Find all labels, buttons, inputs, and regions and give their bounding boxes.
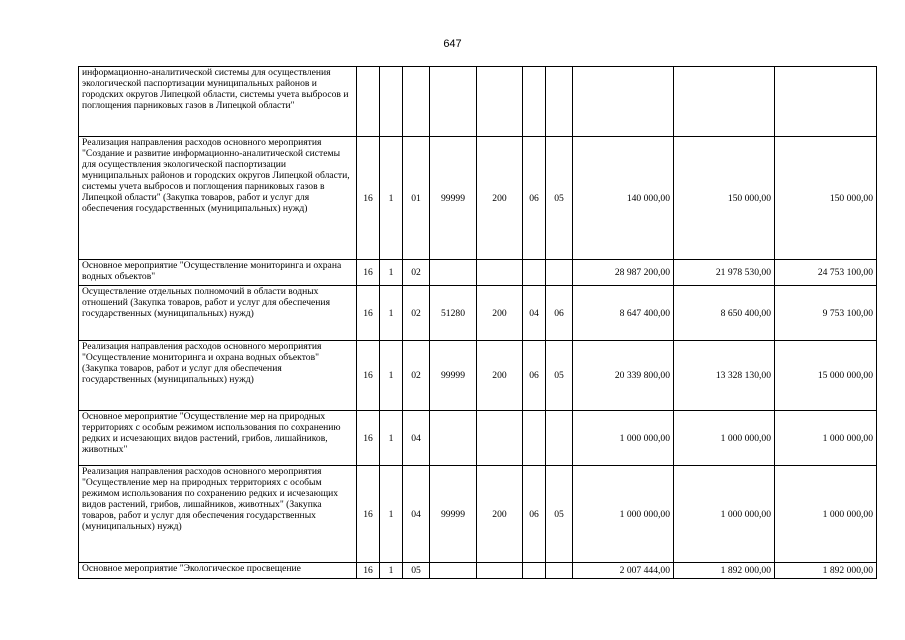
code-vr: 200: [477, 341, 523, 411]
code-pr: [546, 411, 573, 466]
budget-table: [78, 66, 877, 579]
code-rz: 04: [523, 286, 546, 341]
amount-year-1: 1 000 000,00: [573, 411, 674, 466]
code-om: 04: [403, 466, 430, 563]
code-direction: [430, 411, 477, 466]
code-pr: [546, 260, 573, 286]
row-description: информационно-аналитической системы для осуществления экологической паспортизации муниципальных районов и городских округов Липецкой области, системы учета выбросов и поглощения парниковых газов в Липецкой области": [79, 67, 357, 137]
code-vr: [477, 260, 523, 286]
code-gp: 16: [357, 563, 380, 579]
amount-year-2: 13 328 130,00: [674, 341, 775, 411]
code-pp: 1: [380, 286, 403, 341]
amount-year-1: 20 339 800,00: [573, 341, 674, 411]
code-direction: 51280: [430, 286, 477, 341]
amount-year-2: 1 892 000,00: [674, 563, 775, 579]
code-vr: [477, 411, 523, 466]
code-rz: 06: [523, 341, 546, 411]
table-row: [79, 286, 877, 341]
row-description: Реализация направления расходов основного мероприятия "Осуществление мониторинга и охрана водных объектов" (Закупка товаров, работ и услуг для обеспечения государственных (муниципальных) нужд): [79, 341, 357, 411]
amount-year-3: 15 000 000,00: [775, 341, 877, 411]
code-vr: 200: [477, 286, 523, 341]
code-vr: 200: [477, 137, 523, 260]
amount-year-2: [674, 67, 775, 137]
amount-year-2: 1 000 000,00: [674, 411, 775, 466]
code-om: [403, 67, 430, 137]
amount-year-1: [573, 67, 674, 137]
amount-year-3: 150 000,00: [775, 137, 877, 260]
row-description: Осуществление отдельных полномочий в области водных отношений (Закупка товаров, работ и услуг для обеспечения государственных (муниципальных) нужд): [79, 286, 357, 341]
table-row: [79, 341, 877, 411]
table-row: [79, 411, 877, 466]
table-row: [79, 563, 877, 579]
code-gp: 16: [357, 286, 380, 341]
code-rz: [523, 67, 546, 137]
amount-year-2: 21 978 530,00: [674, 260, 775, 286]
amount-year-3: 1 892 000,00: [775, 563, 877, 579]
code-gp: 16: [357, 260, 380, 286]
row-description: Реализация направления расходов основного мероприятия "Осуществление мер на природных территориях с особым режимом использования по сохранению редких и исчезающих видов растений, грибов, лишайников, животных" (Закупка товаров, работ и услуг для обеспечения государственных (муниципальных) нужд): [79, 466, 357, 563]
code-pr: 05: [546, 466, 573, 563]
table-body: [79, 67, 877, 579]
code-direction: 99999: [430, 137, 477, 260]
amount-year-1: 1 000 000,00: [573, 466, 674, 563]
table-row: [79, 466, 877, 563]
code-direction: [430, 563, 477, 579]
code-rz: [523, 563, 546, 579]
amount-year-1: 8 647 400,00: [573, 286, 674, 341]
row-description: Основное мероприятие "Осуществление мониторинга и охрана водных объектов": [79, 260, 357, 286]
code-gp: 16: [357, 466, 380, 563]
code-rz: [523, 411, 546, 466]
code-pp: 1: [380, 411, 403, 466]
code-om: 02: [403, 260, 430, 286]
amount-year-1: 28 987 200,00: [573, 260, 674, 286]
page-number: 647: [443, 38, 462, 50]
code-rz: 06: [523, 466, 546, 563]
amount-year-3: 9 753 100,00: [775, 286, 877, 341]
code-rz: [523, 260, 546, 286]
code-gp: [357, 67, 380, 137]
code-pp: 1: [380, 563, 403, 579]
row-description: Основное мероприятие "Осуществление мер на природных территориях с особым режимом использования по сохранению редких и исчезающих видов растений, грибов, лишайников, животных": [79, 411, 357, 466]
code-om: 02: [403, 341, 430, 411]
amount-year-3: 1 000 000,00: [775, 411, 877, 466]
code-pp: [380, 67, 403, 137]
amount-year-2: 150 000,00: [674, 137, 775, 260]
code-pr: 05: [546, 341, 573, 411]
amount-year-1: 2 007 444,00: [573, 563, 674, 579]
code-vr: [477, 67, 523, 137]
code-pp: 1: [380, 137, 403, 260]
code-pr: [546, 67, 573, 137]
amount-year-2: 1 000 000,00: [674, 466, 775, 563]
code-om: 04: [403, 411, 430, 466]
code-rz: 06: [523, 137, 546, 260]
code-vr: 200: [477, 466, 523, 563]
code-om: 05: [403, 563, 430, 579]
code-om: 01: [403, 137, 430, 260]
code-pp: 1: [380, 341, 403, 411]
code-gp: 16: [357, 411, 380, 466]
table-row: [79, 260, 877, 286]
code-pr: 06: [546, 286, 573, 341]
amount-year-3: 24 753 100,00: [775, 260, 877, 286]
row-description: Реализация направления расходов основного мероприятия "Создание и развитие информационно-аналитической системы для осуществления экологической паспортизации муниципальных районов и городских округов Липецкой области, системы учета выбросов и поглощения парниковых газов в Липецкой области" (Закупка товаров, работ и услуг для обеспечения государственных (муниципальных) нужд): [79, 137, 357, 260]
amount-year-1: 140 000,00: [573, 137, 674, 260]
code-direction: 99999: [430, 466, 477, 563]
amount-year-3: [775, 67, 877, 137]
amount-year-3: 1 000 000,00: [775, 466, 877, 563]
code-om: 02: [403, 286, 430, 341]
code-pr: [546, 563, 573, 579]
code-gp: 16: [357, 137, 380, 260]
code-direction: 99999: [430, 341, 477, 411]
code-pp: 1: [380, 466, 403, 563]
table-row: [79, 137, 877, 260]
code-vr: [477, 563, 523, 579]
code-direction: [430, 67, 477, 137]
row-description: Основное мероприятие "Экологическое просвещение: [79, 563, 357, 579]
code-pr: 05: [546, 137, 573, 260]
code-gp: 16: [357, 341, 380, 411]
table-row: [79, 67, 877, 137]
code-pp: 1: [380, 260, 403, 286]
code-direction: [430, 260, 477, 286]
amount-year-2: 8 650 400,00: [674, 286, 775, 341]
